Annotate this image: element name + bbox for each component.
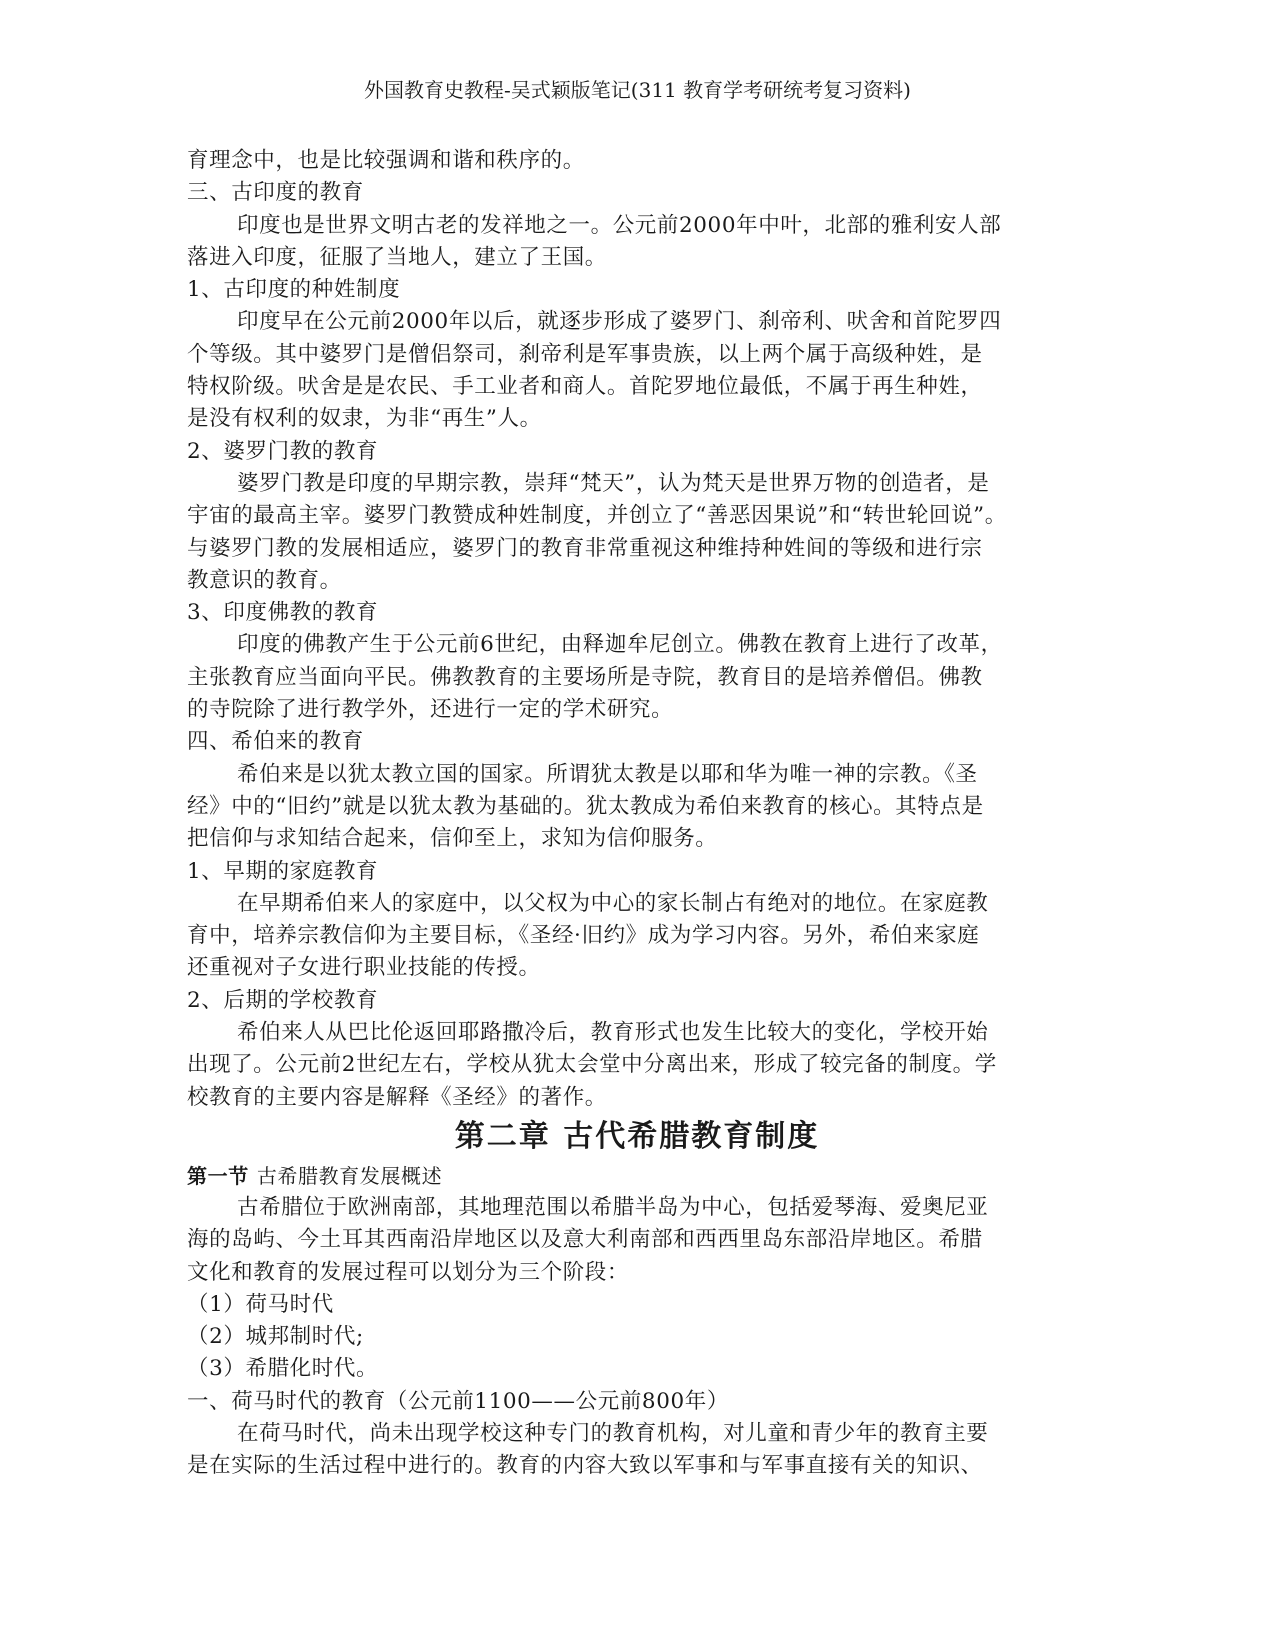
section-number: 第一节 [187, 1163, 249, 1188]
text-line: 印度的佛教产生于公元前6世纪，由释迦牟尼创立。佛教在教育上进行了改革， [237, 632, 1003, 658]
text-line: 在荷马时代，尚未出现学校这种专门的教育机构，对儿童和青少年的教育主要 [237, 1420, 989, 1446]
text-line: 是在实际的生活过程中进行的。教育的内容大致以军事和与军事直接有关的知识、 [187, 1453, 983, 1479]
text-line: 出现了。公元前2世纪左右，学校从犹太会堂中分离出来，形成了较完备的制度。学 [187, 1052, 997, 1078]
text-line: 1、早期的家庭教育 [187, 858, 379, 884]
chapter-title: 第二章 古代希腊教育制度 [454, 1118, 820, 1154]
text-line: 三、古印度的教育 [187, 180, 364, 206]
text-line: 婆罗门教是印度的早期宗教，崇拜“梵天”，认为梵天是世界万物的创造者，是 [237, 470, 990, 496]
section-name: 古希腊教育发展概述 [256, 1163, 443, 1188]
text-line: 经》中的“旧约”就是以犹太教为基础的。犹太教成为希伯来教育的核心。其特点是 [187, 793, 984, 819]
text-line: 落进入印度，征服了当地人，建立了王国。 [187, 244, 607, 270]
text-line: 特权阶级。吠舍是是农民、手工业者和商人。首陀罗地位最低，不属于再生种姓， [187, 374, 983, 400]
text-line: 2、婆罗门教的教育 [187, 438, 379, 464]
text-line: 3、印度佛教的教育 [187, 600, 379, 626]
text-line: 希伯来是以犹太教立国的国家。所谓犹太教是以耶和华为唯一神的宗教。《圣 [237, 761, 978, 787]
text-line: 个等级。其中婆罗门是僧侣祭司，刹帝利是军事贵族，以上两个属于高级种姓，是 [187, 341, 983, 367]
text-line: 主张教育应当面向平民。佛教教育的主要场所是寺院，教育目的是培养僧侣。佛教 [187, 664, 983, 690]
text-line: 1、古印度的种姓制度 [187, 277, 401, 303]
text-line: 文化和教育的发展过程可以划分为三个阶段： [187, 1259, 630, 1285]
text-line: 印度早在公元前2000年以后，就逐步形成了婆罗门、刹帝利、吠舍和首陀罗四 [237, 309, 1002, 335]
section-title [187, 1160, 1087, 1192]
text-line: 宇宙的最高主宰。婆罗门教赞成种姓制度，并创立了“善恶因果说”和“转世轮回说”。 [187, 503, 1007, 529]
text-line: 2、后期的学校教育 [187, 987, 379, 1013]
text-line: （2）城邦制时代; [187, 1324, 364, 1350]
text-line: 海的岛屿、今土耳其西南沿岸地区以及意大利南部和西西里岛东部沿岸地区。希腊 [187, 1227, 983, 1253]
text-block-ancient-india-hebrew [187, 145, 1087, 1114]
text-line: 在早期希伯来人的家庭中，以父权为中心的家长制占有绝对的地位。在家庭教 [237, 890, 989, 916]
text-line: 把信仰与求知结合起来，信仰至上，求知为信仰服务。 [187, 826, 718, 852]
text-line: 与婆罗门教的发展相适应，婆罗门的教育非常重视这种维持种姓间的等级和进行宗 [187, 535, 983, 561]
text-line: 四、希伯来的教育 [187, 729, 364, 755]
text-line: （3）希腊化时代。 [187, 1356, 379, 1382]
text-line: 印度也是世界文明古老的发祥地之一。公元前2000年中叶，北部的雅利安人部 [237, 212, 1002, 238]
text-line: 是没有权利的奴隶，为非“再生”人。 [187, 406, 542, 432]
page-header: 外国教育史教程-吴式颖版笔记(311 教育学考研统考复习资料) [364, 78, 911, 102]
text-line: 希伯来人从巴比伦返回耶路撒冷后，教育形式也发生比较大的变化，学校开始 [237, 1020, 989, 1046]
text-block-ancient-greece [187, 1192, 1087, 1483]
text-line: 育中，培养宗教信仰为主要目标，《圣经·旧约》成为学习内容。另外，希伯来家庭 [187, 923, 980, 949]
document-body [187, 145, 1087, 1483]
text-line: 一、荷马时代的教育（公元前1100——公元前800年） [187, 1388, 729, 1414]
text-line: 教意识的教育。 [187, 567, 342, 593]
text-line: 古希腊位于欧洲南部，其地理范围以希腊半岛为中心，包括爱琴海、爱奥尼亚 [237, 1194, 989, 1220]
text-line: （1）荷马时代 [187, 1291, 334, 1317]
text-line: 育理念中，也是比较强调和谐和秩序的。 [187, 148, 585, 173]
text-line: 还重视对子女进行职业技能的传授。 [187, 955, 541, 981]
text-line: 校教育的主要内容是解释《圣经》的著作。 [187, 1084, 607, 1110]
text-line: 的寺院除了进行教学外，还进行一定的学术研究。 [187, 697, 674, 723]
